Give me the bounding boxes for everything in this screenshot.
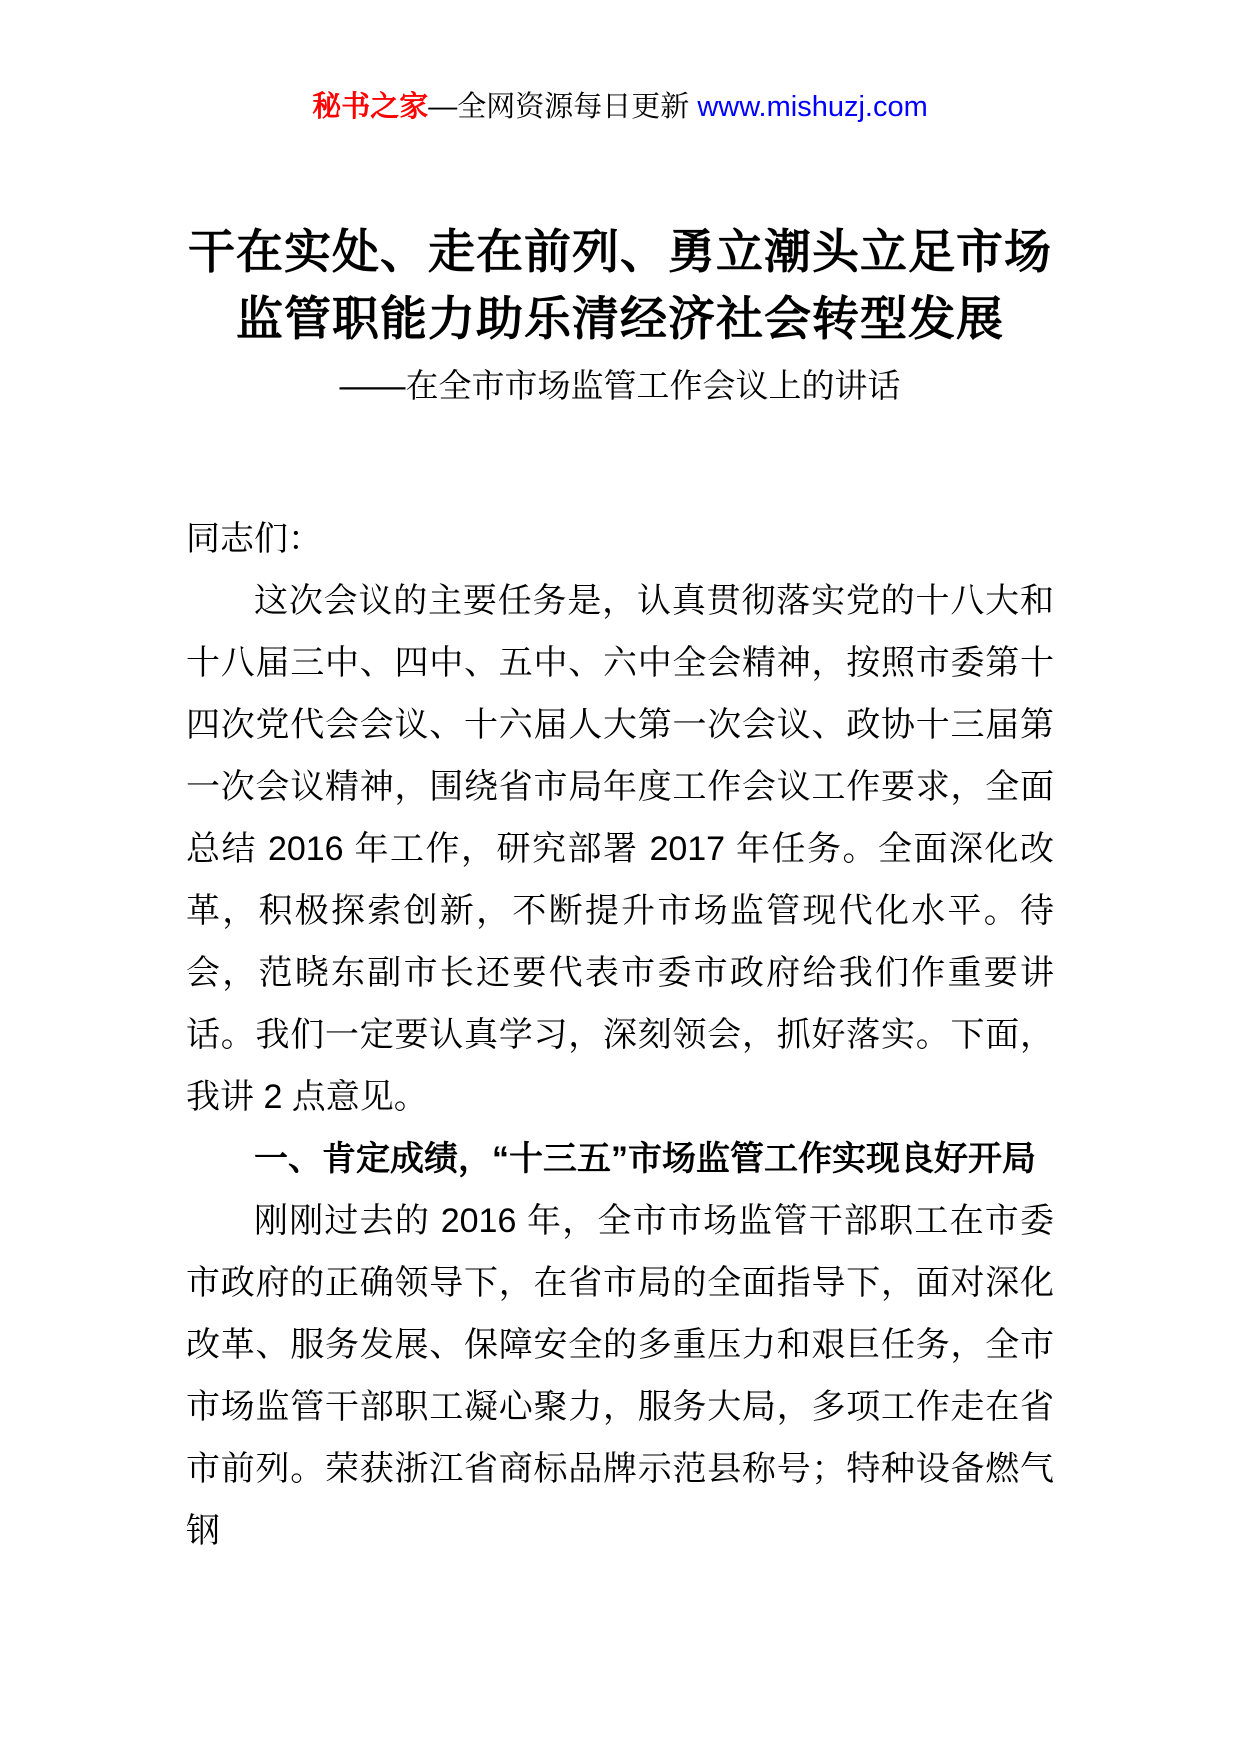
document-subtitle: ——在全市市场监管工作会议上的讲话	[339, 367, 901, 404]
site-url-link[interactable]: www.mishuzj.com	[697, 91, 928, 123]
site-brand: 秘书之家	[312, 91, 429, 123]
paragraph: 这次会议的主要任务是，认真贯彻落实党的十八大和十八届三中、四中、五中、六中全会精神，按照市委第十四次党代会会议、十六届人大第一次会议、政协十三届第一次会议精神，围绕省市局年度工作会议工作要求，全面总结 2016 年工作，研究部署 2017 年任务。全面深化改革，积极探索创新，不断提升市场监管现代化水平。待会，范晓东副市长还要代表市委市政府给我们作重要讲话。我们一定要认真学习，深刻领会，抓好落实。下面，我讲 2 点意见。	[186, 582, 1054, 1116]
salutation: 同志们：	[186, 520, 322, 558]
document-title: 干在实处、走在前列、勇立潮头立足市场监管职能力助乐清经济社会转型发展	[188, 225, 1052, 345]
document-body	[186, 508, 1054, 1562]
site-header	[186, 88, 1054, 126]
site-tagline: —全网资源每日更新	[428, 91, 698, 123]
paragraph: 刚刚过去的 2016 年，全市市场监管干部职工在市委市政府的正确领导下，在省市局的全面指导下，面对深化改革、服务发展、保障安全的多重压力和艰巨任务，全市市场监管干部职工凝心聚力，服务大局，多项工作走在省市前列。荣获浙江省商标品牌示范县称号；特种设备燃气钢	[186, 1202, 1054, 1550]
section-heading: 一、肯定成绩，“十三五”市场监管工作实现良好开局	[254, 1140, 1036, 1178]
